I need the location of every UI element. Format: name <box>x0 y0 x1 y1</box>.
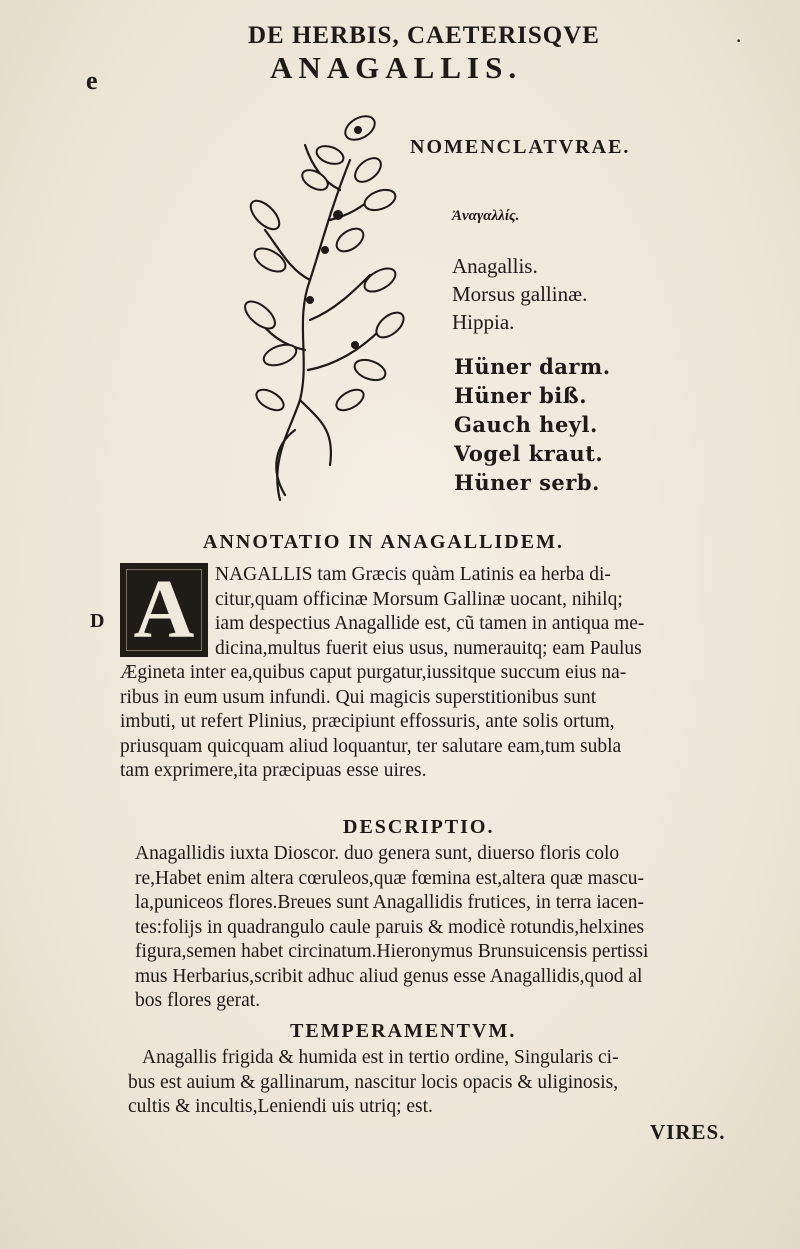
temperamentum-heading: TEMPERAMENTVM. <box>290 1020 517 1042</box>
catchword: VIRES. <box>650 1120 726 1144</box>
german-name: Hüner biß. <box>454 383 588 408</box>
decorated-initial <box>120 563 208 657</box>
temperamentum-text <box>128 1046 619 1120</box>
page-title: ANAGALLIS. <box>270 50 523 85</box>
annotatio-indented-text <box>215 563 644 661</box>
german-name: Vogel kraut. <box>454 441 604 466</box>
annotatio-text <box>120 661 626 784</box>
latin-names-list <box>452 252 587 336</box>
german-name: Hüner serb. <box>454 470 600 495</box>
text-line: dicina,multus fuerit eius usus, numerauitq; eam Paulus <box>215 637 642 659</box>
ink-dot: · <box>735 28 743 53</box>
latin-name: Anagallis. <box>452 254 538 278</box>
text-line: NAGALLIS tam Græcis quàm Latinis ea herba di- <box>215 564 611 585</box>
text-line: la,puniceos flores.Breues sunt Anagallidis frutices, in terra iacen- <box>135 892 644 913</box>
text-line: imbuti, ut refert Plinius, præcipiunt effossuris, ante solis ortum, <box>120 711 615 732</box>
descriptio-heading: DESCRIPTIO. <box>343 816 495 838</box>
signature-mark: e <box>86 66 98 95</box>
german-name: Hüner darm. <box>454 354 611 379</box>
text-line: Ægineta inter ea,quibus caput purgatur,iussitque succum eius na- <box>120 662 627 683</box>
greek-name: Ἀναγαλλίς. <box>452 208 520 224</box>
text-line: tes:folijs in quadrangulo caule paruis & modicè rotundis,helxines <box>135 916 645 938</box>
text-line: cultis & incultis,Leniendi uis utriq; est. <box>128 1096 433 1117</box>
margin-letter: D <box>90 610 105 632</box>
german-name: Gauch heyl. <box>454 412 598 437</box>
text-line: figura,semen habet circinatum.Hieronymus Brunsuicensis pertissi <box>135 941 649 962</box>
anagallis-woodcut-icon <box>240 100 410 510</box>
text-line: Anagallis frigida & humida est in tertio ordine, Singularis ci- <box>142 1047 619 1068</box>
german-names-list <box>454 352 611 497</box>
text-line: tam exprimere,ita præcipuas esse uires. <box>120 760 427 781</box>
running-head: DE HERBIS, CAETERISQVE <box>248 22 600 49</box>
text-line: iam despectius Anagallide est, cũ tamen in antiqua me- <box>215 613 645 634</box>
text-line: re,Habet enim altera cœruleos,quæ fœmina est,altera quæ mascu- <box>135 867 644 889</box>
latin-name: Morsus gallinæ. <box>452 282 588 306</box>
text-line: Anagallidis iuxta Dioscor. duo genera sunt, diuerso floris colo <box>135 843 620 864</box>
text-line: bus est auium & gallinarum, nascitur locis opacis & uliginosis, <box>128 1071 619 1093</box>
text-line: priusquam quicquam aliud loquantur, ter salutare eam,tum subla <box>120 735 622 757</box>
latin-name: Hippia. <box>452 310 515 334</box>
descriptio-text <box>135 842 648 1014</box>
text-line: mus Herbarius,scribit adhuc aliud genus esse Anagallidis,quod al <box>135 965 643 987</box>
nomenclatura-heading: NOMENCLATVRAE. <box>410 136 631 158</box>
annotatio-heading: ANNOTATIO IN ANAGALLIDEM. <box>203 531 564 553</box>
text-line: citur,quam officinæ Morsum Gallinæ uocant, nihilq; <box>215 588 623 610</box>
initial-letter: A <box>133 563 195 656</box>
text-line: ribus in eum usum infundi. Qui magicis superstitionibus sunt <box>120 686 597 708</box>
text-line: bos flores gerat. <box>135 990 261 1011</box>
